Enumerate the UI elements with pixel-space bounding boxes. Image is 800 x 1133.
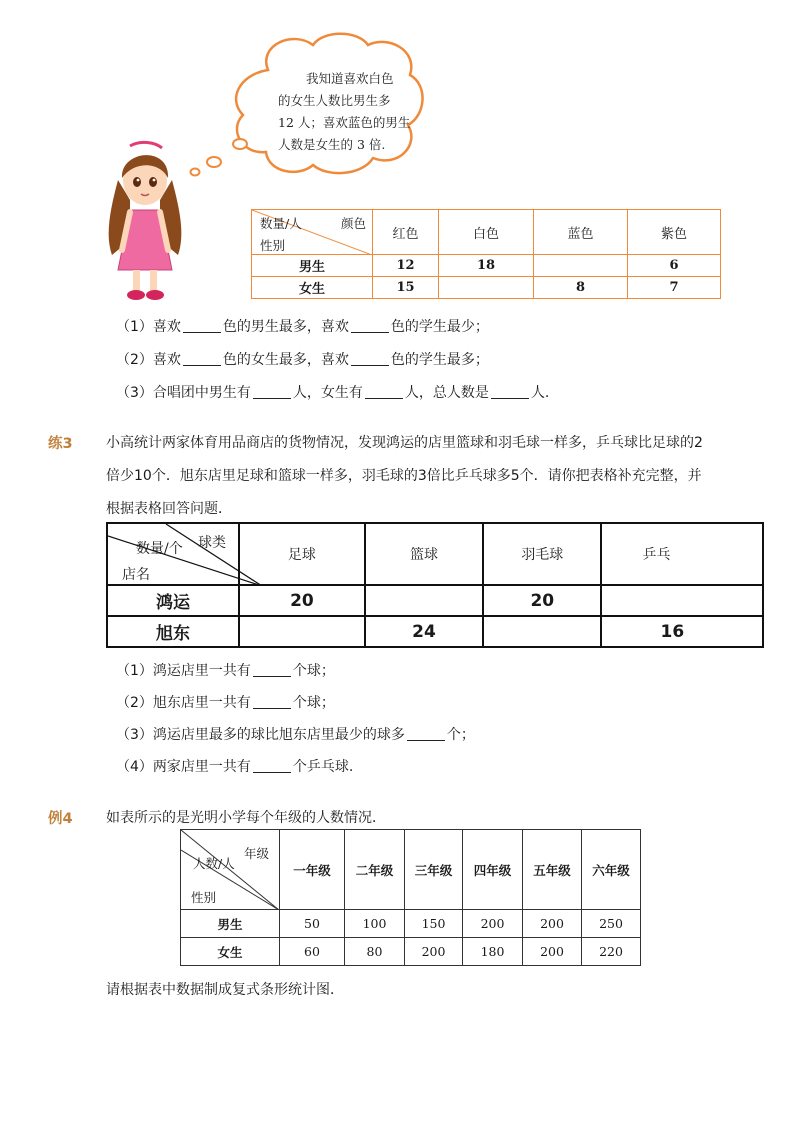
column-header: 四年级 <box>463 830 523 910</box>
question-text: 人，女生有 <box>292 385 363 401</box>
table-cell: 8 <box>534 277 628 299</box>
question-text: 色的学生最少； <box>390 319 489 335</box>
question-text: 人. <box>530 385 550 401</box>
question-text: 色的男生最多，喜欢 <box>222 319 349 335</box>
table-cell: 16 <box>601 616 763 647</box>
table-corner-cell <box>107 523 239 585</box>
example-instruction: 请根据表中数据制成复式条形统计图． <box>106 982 344 998</box>
corner-mid-label: 数量/个 <box>136 541 183 557</box>
question-1 <box>116 660 335 680</box>
column-header: 一年级 <box>280 830 345 910</box>
table-cell: 200 <box>405 938 463 966</box>
table-row <box>181 938 641 966</box>
table-cell: 7 <box>628 277 721 299</box>
question-number: （1） <box>116 319 153 335</box>
question-text: 个球； <box>292 663 335 679</box>
row-label: 女生 <box>181 938 280 966</box>
column-header: 足球 <box>239 523 365 585</box>
question-text: 合唱团中男生有 <box>152 385 251 401</box>
column-header: 五年级 <box>523 830 582 910</box>
corner-top-label: 球类 <box>198 535 227 551</box>
example-label: 例4 <box>48 811 73 827</box>
row-label: 女生 <box>252 277 373 299</box>
table-cell <box>239 616 365 647</box>
table-cell: 220 <box>582 938 641 966</box>
row-label: 鸿运 <box>107 585 239 616</box>
corner-bottom-label: 性别 <box>191 890 217 905</box>
column-header: 紫色 <box>628 210 721 255</box>
exercise-label: 练3 <box>48 436 73 452</box>
corner-mid-label: 人数/人 <box>193 856 235 871</box>
table-cell: 250 <box>582 910 641 938</box>
question-text: 旭东店里一共有 <box>152 695 251 711</box>
table-cell: 18 <box>439 255 534 277</box>
question-text: 喜欢 <box>152 319 181 335</box>
column-header: 篮球 <box>365 523 483 585</box>
table-cell: 15 <box>373 277 439 299</box>
row-label: 男生 <box>252 255 373 277</box>
table-row <box>107 585 763 616</box>
corner-top-label: 颜色 <box>340 216 366 231</box>
table-cell: 6 <box>628 255 721 277</box>
column-header: 乒乓 <box>601 523 763 585</box>
bubble-line: 人数是女生的 3 倍. <box>278 137 386 152</box>
question-number: （3） <box>116 727 153 743</box>
grade-population-table <box>180 829 641 966</box>
column-header: 六年级 <box>582 830 641 910</box>
table-cell: 20 <box>239 585 365 616</box>
question-text: 色的学生最多； <box>390 352 489 368</box>
column-header: 二年级 <box>345 830 405 910</box>
table-cell <box>483 616 601 647</box>
answer-blank[interactable] <box>407 726 445 741</box>
corner-top-label: 年级 <box>243 846 269 861</box>
table-cell <box>601 585 763 616</box>
row-label: 男生 <box>181 910 280 938</box>
question-text: 两家店里一共有 <box>152 759 251 775</box>
question-number: （4） <box>116 759 153 775</box>
column-header: 蓝色 <box>534 210 628 255</box>
bubble-line: 的女生人数比男生多 <box>278 93 391 108</box>
question-text: 个； <box>446 727 475 743</box>
question-2 <box>116 692 335 712</box>
example-text: 如表所示的是光明小学每个年级的人数情况． <box>106 810 386 826</box>
question-text: 喜欢 <box>152 352 181 368</box>
question-text: 色的女生最多，喜欢 <box>222 352 349 368</box>
table-cell: 180 <box>463 938 523 966</box>
question-text: 个乒乓球. <box>292 759 354 775</box>
column-header: 白色 <box>439 210 534 255</box>
question-text: 人，总人数是 <box>404 385 489 401</box>
corner-bottom-label: 店名 <box>122 567 150 583</box>
table-cell <box>365 585 483 616</box>
answer-blank[interactable] <box>253 758 291 773</box>
exercise-text-line: 小高统计两家体育用品商店的货物情况，发现鸿运的店里篮球和羽毛球一样多，乒乓球比足球的2 <box>106 435 703 451</box>
table-corner-cell <box>181 830 280 910</box>
table-cell: 12 <box>373 255 439 277</box>
table-cell: 60 <box>280 938 345 966</box>
question-number: （1） <box>116 663 153 679</box>
table-cell: 200 <box>523 938 582 966</box>
column-header: 红色 <box>373 210 439 255</box>
exercise-text-line: 根据表格回答问题． <box>106 501 232 517</box>
question-number: （2） <box>116 695 153 711</box>
question-4 <box>116 756 353 776</box>
answer-blank[interactable] <box>253 694 291 709</box>
table-cell: 200 <box>463 910 523 938</box>
table-row <box>107 616 763 647</box>
store-ball-table <box>106 522 764 648</box>
bubble-line: 我知道喜欢白色 <box>306 71 394 86</box>
table-cell: 80 <box>345 938 405 966</box>
question-text: 鸿运店里最多的球比旭东店里最少的球多 <box>152 727 405 743</box>
row-label: 旭东 <box>107 616 239 647</box>
exercise-text-line: 倍少10个．旭东店里足球和篮球一样多，羽毛球的3倍比乒乓球多5个．请你把表格补充完整，并 <box>106 468 702 484</box>
bubble-line: 12 人；喜欢蓝色的男生 <box>278 115 411 130</box>
column-header: 三年级 <box>405 830 463 910</box>
table-row <box>181 910 641 938</box>
table-cell: 100 <box>345 910 405 938</box>
table-cell: 24 <box>365 616 483 647</box>
table-cell: 20 <box>483 585 601 616</box>
table-cell: 50 <box>280 910 345 938</box>
table-cell: 150 <box>405 910 463 938</box>
corner-bottom-label: 性别 <box>260 238 286 253</box>
answer-blank[interactable] <box>253 662 291 677</box>
question-number: （3） <box>116 385 153 401</box>
question-text: 个球； <box>292 695 335 711</box>
table-cell: 200 <box>523 910 582 938</box>
column-header: 羽毛球 <box>483 523 601 585</box>
corner-mid-label: 数量/人 <box>260 216 302 231</box>
question-text: 鸿运店里一共有 <box>152 663 251 679</box>
question-number: （2） <box>116 352 153 368</box>
question-3 <box>116 724 475 744</box>
